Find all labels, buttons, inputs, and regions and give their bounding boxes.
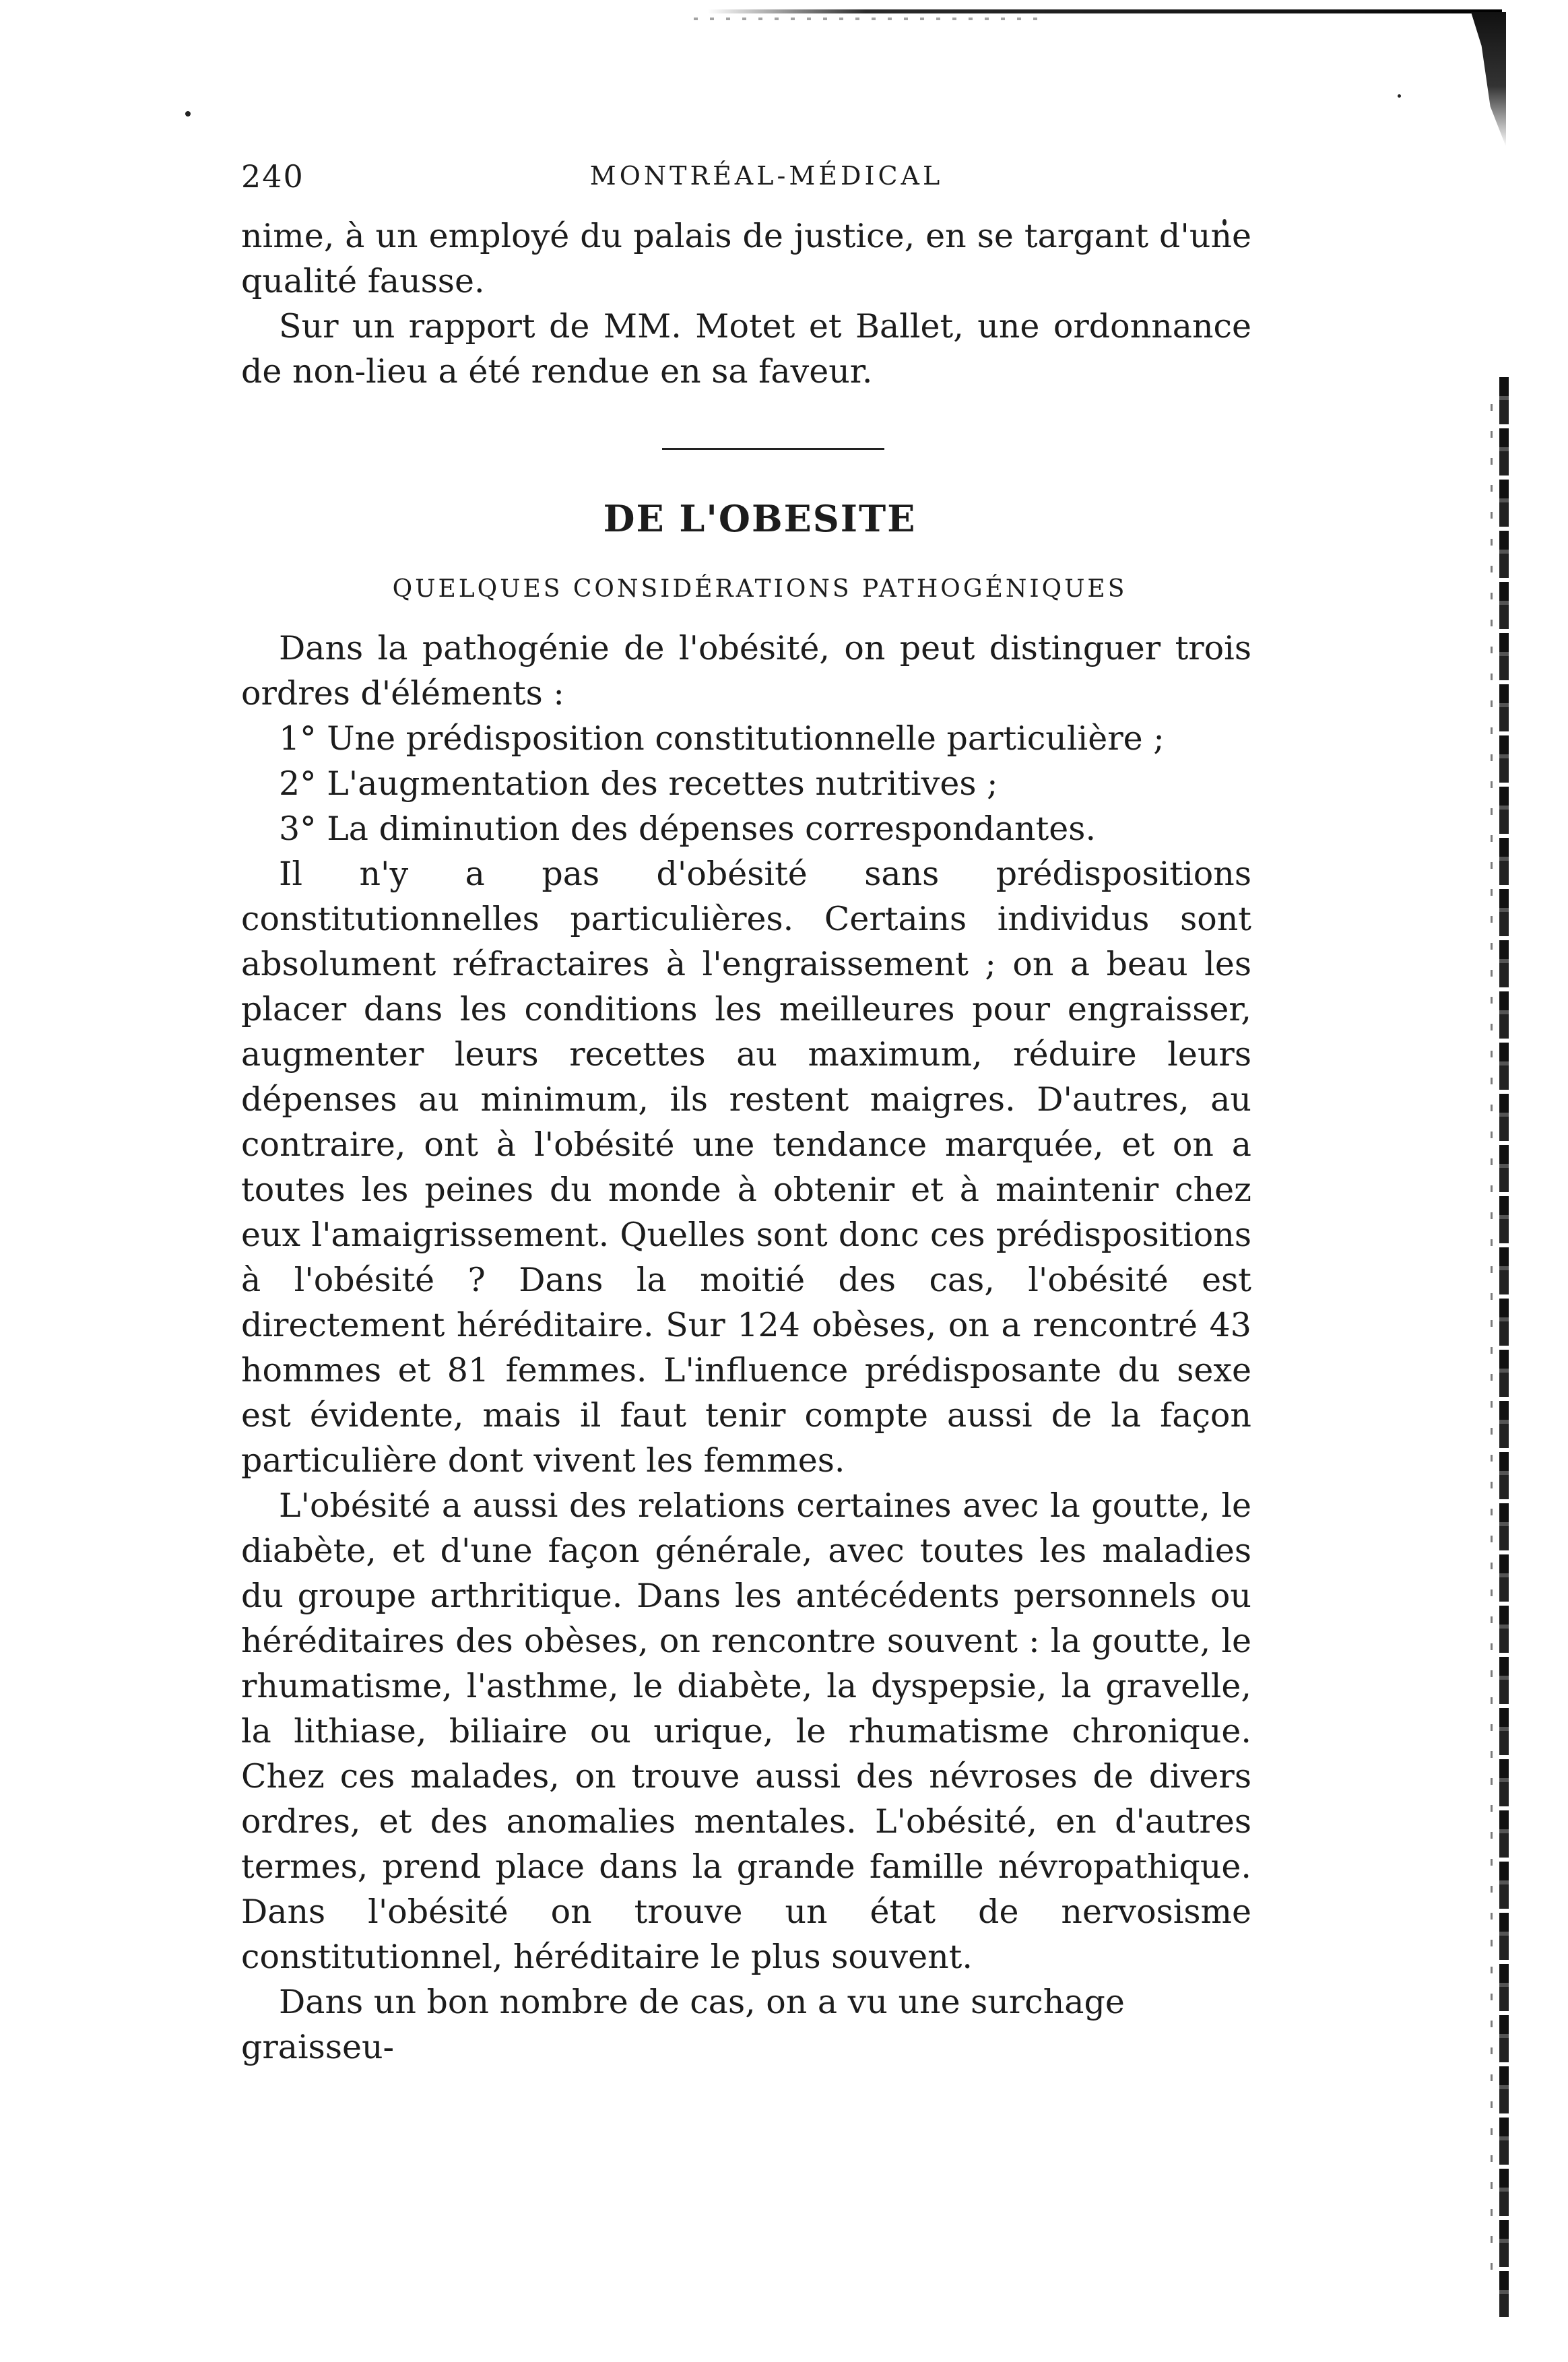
page xyxy=(241,145,1251,2070)
paragraph: Dans un bon nombre de cas, on a vu une surchage graisseu- xyxy=(241,1983,1125,2066)
page-number: 240 xyxy=(241,158,304,195)
paragraph: Sur un rapport de MM. Motet et Ballet, une ordonnance de non-lieu a été rendue en sa faveur. xyxy=(241,307,1251,391)
article-title: DE L'OBESITE xyxy=(603,497,917,540)
scan-noise-top xyxy=(694,18,1044,20)
intro-text xyxy=(241,214,1251,394)
running-head xyxy=(241,145,1251,199)
paragraph: Il n'y a pas d'obésité sans prédispositions constitutionnelles particulières. Certains individus sont absolument réfractaires à l'engraissement ; on a beau les placer dans les conditions les meilleures pour engraisser, augmenter leurs recettes au maximum, réduire leurs dépenses au minimum, ils restent maigres. D'autres, au contraire, ont à l'obésité une tendance marquée, et on a toutes les peines du monde à obtenir et à maintenir chez eux l'amaigrissement. Quelles sont donc ces prédispositions à l'obésité ? Dans la moitié des cas, l'obésité est directement héréditaire. Sur 124 obèses, on a rencontré 43 hommes et 81 femmes. L'influence prédisposante du sexe est évidente, mais il faut tenir compte aussi de la façon particulière dont vivent les femmes. xyxy=(241,855,1251,1480)
scan-speck xyxy=(185,111,191,117)
paragraph: L'obésité a aussi des relations certaines avec la goutte, le diabète, et d'une façon générale, avec toutes les maladies du groupe arthritique. Dans les antécédents personnels ou héréditaires des obèses, on rencontre souvent : la goutte, le rhumatisme, l'asthme, le diabète, la dyspepsie, la gravelle, la lithiase, biliaire ou urique, le rhumatisme chronique. Chez ces malades, on trouve aussi des névroses de divers ordres, et des anomalies mentales. L'obésité, en d'autres termes, prend place dans la grande famille névropathique. Dans l'obésité on trouve un état de nervosisme constitutionnel, héréditaire le plus souvent. xyxy=(241,1486,1251,1976)
section-divider xyxy=(662,448,884,450)
article-subtitle: QUELQUES CONSIDÉRATIONS PATHOGÉNIQUES xyxy=(392,575,1128,603)
scan-edge-top xyxy=(707,9,1502,13)
paragraph: nime, à un employé du palais de justice, en se targant d'une qualité fausse. xyxy=(241,217,1251,300)
article-body xyxy=(241,626,1251,2070)
scan-speck xyxy=(1398,94,1401,98)
lead-paragraph: Dans la pathogénie de l'obésité, on peut distinguer trois ordres d'éléments : xyxy=(241,629,1251,713)
scan-corner-shadow xyxy=(1471,12,1506,147)
list-item: 2° L'augmentation des recettes nutritives ; xyxy=(279,764,998,803)
scan-edge-right-inner xyxy=(1491,404,1493,2290)
scan-edge-right xyxy=(1499,377,1509,2317)
list-item: 3° La diminution des dépenses correspondantes. xyxy=(279,810,1097,848)
running-title: MONTRÉAL-MÉDICAL xyxy=(589,161,944,191)
list-item: 1° Une prédisposition constitutionnelle particulière ; xyxy=(279,719,1165,758)
